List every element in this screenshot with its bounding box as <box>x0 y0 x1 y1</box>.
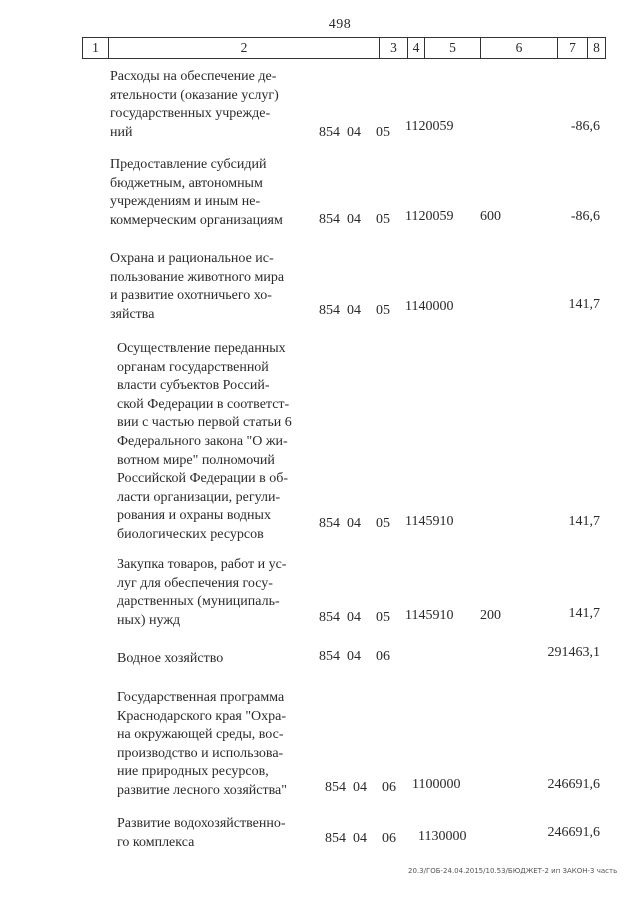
cell-subsection: 05 <box>376 125 390 140</box>
row-description: Охрана и рациональное ис- пользование животного мира и развитие охотничьего хо- зяйства <box>110 251 285 322</box>
row-description: Водное хозяйство <box>117 651 224 666</box>
table-header <box>82 37 606 59</box>
cell-ved: 854 <box>319 516 340 531</box>
cell-expense-type: 200 <box>480 608 501 623</box>
cell-target: 1100000 <box>412 777 461 792</box>
cell-ved: 854 <box>319 649 340 664</box>
row-description: Расходы на обеспечение де- ятельности (оказание услуг) государственных учрежде- ний <box>110 69 279 140</box>
cell-amount: -86,6 <box>570 119 600 134</box>
cell-subsection: 05 <box>376 303 390 318</box>
cell-target: 1140000 <box>405 299 454 314</box>
row-description: Предоставление субсидий бюджетным, автономным учреждениям и иным не- коммерческим организациям <box>110 157 283 228</box>
page-number: 498 <box>328 17 352 32</box>
cell-target: 1130000 <box>418 829 467 844</box>
cell-subsection: 05 <box>376 212 390 227</box>
cell-ved: 854 <box>325 780 346 795</box>
header-col-1: 1 <box>83 38 109 58</box>
cell-target: 1145910 <box>405 514 454 529</box>
cell-target: 1145910 <box>405 608 454 623</box>
cell-amount: -86,6 <box>570 209 600 224</box>
cell-expense-type: 600 <box>480 209 501 224</box>
cell-ved: 854 <box>319 125 340 140</box>
header-col-5: 5 <box>425 38 481 58</box>
cell-subsection: 06 <box>376 649 390 664</box>
cell-ved: 854 <box>319 610 340 625</box>
cell-section: 04 <box>347 212 361 227</box>
row-description: Закупка товаров, работ и ус- луг для обеспечения госу- дарственных (муниципаль- ных) нужд <box>117 557 287 628</box>
row-description: Осуществление переданных органам государственной власти субъектов Россий- ской Федерации в соответст- вии с частью первой статьи 6 Федерального закона "О жи- вотном мире" полномочий Российской Федерации в об- ласти организации, регули- рования и охраны водных биологических ресурсов <box>117 341 292 542</box>
header-col-6: 6 <box>481 38 558 58</box>
row-description: Государственная программа Краснодарского края "Охра- на окружающей среды, вос- производство и использова- ние природных ресурсов, развитие лесного хозяйства" <box>117 690 287 798</box>
cell-amount: 291463,1 <box>547 645 600 660</box>
cell-amount: 141,7 <box>568 297 600 312</box>
cell-section: 04 <box>353 831 367 846</box>
cell-section: 04 <box>353 780 367 795</box>
cell-ved: 854 <box>325 831 346 846</box>
cell-target: 1120059 <box>405 209 454 224</box>
cell-section: 04 <box>347 125 361 140</box>
header-col-7: 7 <box>558 38 588 58</box>
cell-subsection: 05 <box>376 610 390 625</box>
cell-section: 04 <box>347 610 361 625</box>
header-col-3: 3 <box>380 38 408 58</box>
cell-target: 1120059 <box>405 119 454 134</box>
header-col-8: 8 <box>593 40 600 55</box>
cell-section: 04 <box>347 649 361 664</box>
cell-amount: 141,7 <box>568 514 600 529</box>
header-col-2: 2 <box>109 38 380 58</box>
cell-subsection: 05 <box>376 516 390 531</box>
cell-section: 04 <box>347 303 361 318</box>
document-footer-code: 20.3/ГОБ-24.04.2015/10.53/БЮДЖЕТ-2 ип ЗАКОН-3 часть <box>408 867 618 875</box>
cell-subsection: 06 <box>382 780 396 795</box>
cell-ved: 854 <box>319 212 340 227</box>
cell-amount: 246691,6 <box>547 777 600 792</box>
cell-section: 04 <box>347 516 361 531</box>
header-col-4: 4 <box>408 38 425 58</box>
cell-amount: 141,7 <box>568 606 600 621</box>
cell-ved: 854 <box>319 303 340 318</box>
row-description: Развитие водохозяйственно- го комплекса <box>117 816 286 850</box>
cell-subsection: 06 <box>382 831 396 846</box>
cell-amount: 246691,6 <box>547 825 600 840</box>
